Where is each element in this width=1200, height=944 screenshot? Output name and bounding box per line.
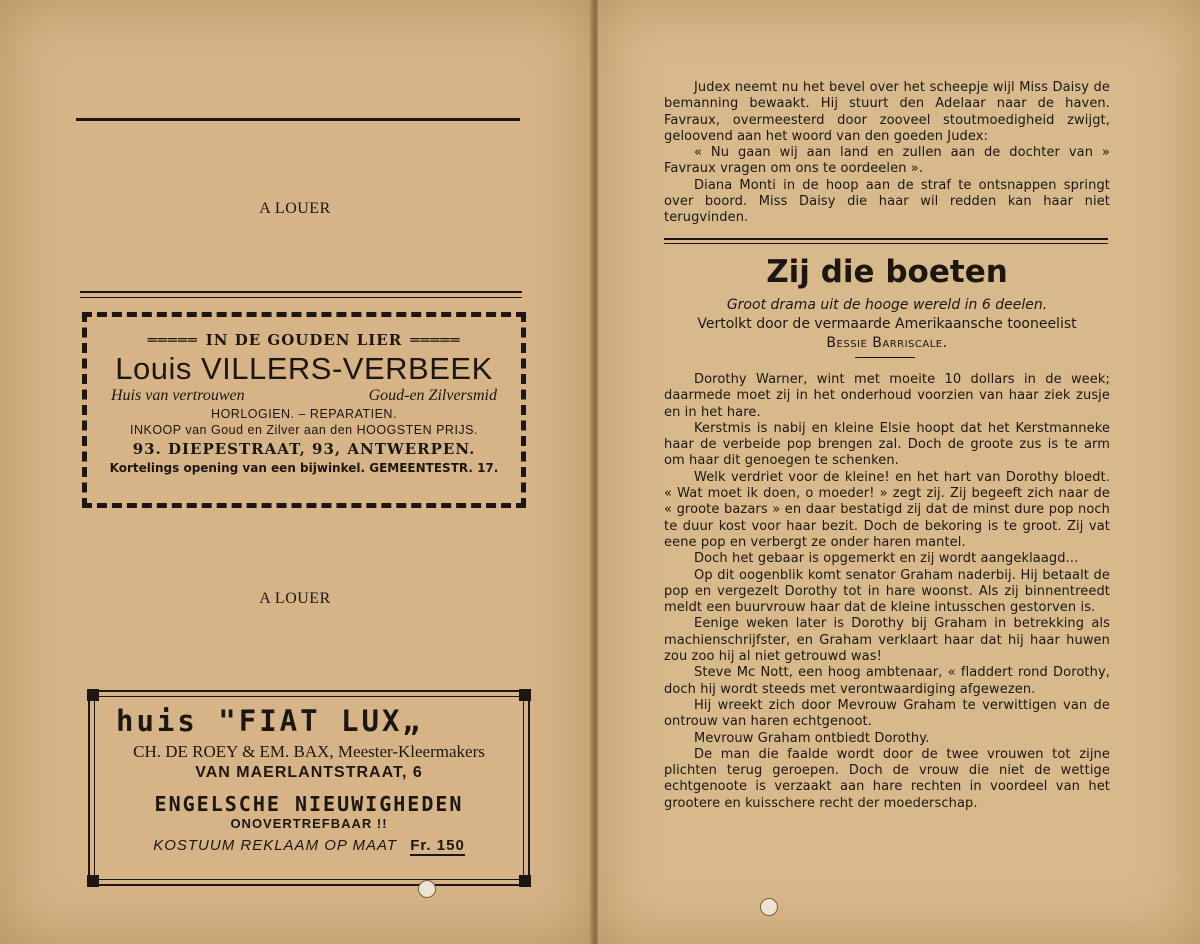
title-underline xyxy=(855,357,915,358)
tailor-costume: KOSTUUM REKLAAM OP MAAT xyxy=(153,837,398,854)
story-text xyxy=(664,372,1110,812)
story-paragraph: Dorothy Warner, wint met moeite 10 dollars in de week; daarmede moet zij in het onderhoud voorzien van haar ziek zusje en in het hare. xyxy=(664,372,1110,420)
jeweller-taglines xyxy=(101,387,507,405)
story-paragraph: De man die faalde wordt door de twee vrouwen tot zijne plichten terug geroepen. Doch de vrouw die niet de wettige echtgenoote is verzaakt aan hare rechten in voordeel van het grootere en kuisschere recht der moederschap. xyxy=(664,746,1110,811)
intro-paragraph: Diana Monti in de hoop aan de straf te ontsnappen springt over boord. Miss Daisy die haar wil redden kan haar niet terugvinden. xyxy=(664,177,1110,226)
top-rule xyxy=(76,118,520,121)
story-paragraph: Hij wreekt zich door Mevrouw Graham te verwittigen van de ontrouw van haren echtgenoot. xyxy=(664,697,1110,730)
left-page xyxy=(0,0,592,944)
subtitle-credit: Vertolkt door de vermaarde Amerikaansche tooneelist xyxy=(697,316,1077,332)
tailor-shop-name: huis "FIAT LUX„ xyxy=(116,704,423,738)
binding-hole xyxy=(418,880,436,898)
corner-ornament xyxy=(87,689,99,701)
story-title: Zij die boeten xyxy=(766,254,1008,290)
jeweller-left-tagline: Huis van vertrouwen xyxy=(111,387,245,404)
section-rule xyxy=(664,238,1108,240)
story-paragraph: Mevrouw Graham ontbiedt Dorothy. xyxy=(694,730,930,746)
jeweller-purchase: INKOOP van Goud en Zilver aan den HOOGSTEN PRIJS. xyxy=(129,423,478,437)
subtitle-genre: Groot drama uit de hooge wereld in 6 deelen. xyxy=(726,297,1048,313)
tailor-unmatched: ONOVERTREFBAAR !! xyxy=(230,816,388,831)
story-paragraph: Welk verdriet voor de kleine! en het hart van Dorothy bloedt. « Wat moet ik doen, o moeder! » zegt zij. Zij begeeft zich naar de « groote bazars » en daar bestatigd zij dat de minst dure pop noch te duur kost voor haar bezit. Doch de bekoring is te groot. Zij vat eene pop en verbergt ze onder haren mantel. xyxy=(664,469,1110,550)
ad-separator-rule-thin xyxy=(80,297,522,298)
tailor-street: VAN MAERLANTSTRAAT, 6 xyxy=(195,764,423,781)
story-paragraph: Eenige weken later is Dorothy bij Graham in betrekking als machienschrijfster, en Graham verklaart haar dat hij haar huwen zou zoo hij al niet getrouwd was! xyxy=(664,616,1110,665)
section-rule-thin xyxy=(664,243,1108,244)
story-paragraph: Op dit oogenblik komt senator Graham naderbij. Hij betaalt de pop en vergezelt Dorothy tot in hare woonst. Als zij binnentreedt meldt een buurvrouw haar dat de kleine intusschen gestorven is. xyxy=(664,567,1110,616)
subtitle-actress: Bessie Barriscale. xyxy=(826,335,948,351)
tailor-costume-line xyxy=(106,837,512,854)
vacancy-label-bottom: A LOUER xyxy=(259,590,331,607)
story-subtitle xyxy=(664,296,1110,353)
binding-hole xyxy=(760,898,778,916)
corner-ornament xyxy=(87,875,99,887)
jeweller-address: 93. DIEPESTRAAT, 93, ANTWERPEN. xyxy=(132,440,476,458)
ad-separator-rule xyxy=(80,291,522,293)
story-paragraph: Doch het gebaar is opgemerkt en zij wordt aangeklaagd... xyxy=(694,551,1079,567)
corner-ornament xyxy=(519,689,531,701)
intro-paragraph: Judex neemt nu het bevel over het scheepje wijl Miss Daisy de bemanning bewaakt. Hij stuurt den Adelaar naar de haven. Favraux, overmeesterd door zooveel stoutmoedigheid zwijgt, geloovend aan het woord van den goeden Judex: xyxy=(664,80,1110,144)
tailor-price: Fr. 150 xyxy=(410,837,465,854)
jeweller-right-tagline: Goud-en Zilversmid xyxy=(368,387,497,404)
vacancy-label-top: A LOUER xyxy=(259,200,331,217)
tailor-news: ENGELSCHE NIEUWIGHEDEN xyxy=(154,792,464,816)
tailor-advertisement xyxy=(88,690,530,886)
intro-text xyxy=(664,80,1110,227)
tailor-owners: CH. DE ROEY & EM. BAX, Meester-Kleermakers xyxy=(133,742,485,761)
jeweller-name: Louis VILLERS-VERBEEK xyxy=(115,351,493,386)
story-paragraph: Steve Mc Nott, een hoog ambtenaar, « fladdert rond Dorothy, doch hij wordt steeds met verontwaardiging afgewezen. xyxy=(664,665,1110,697)
intro-paragraph: « Nu gaan wij aan land en zullen aan de dochter van » Favraux vragen om ons te oordeelen ». xyxy=(664,145,1110,177)
jeweller-opening: Kortelings opening van een bijwinkel. GEMEENTESTR. 17. xyxy=(109,461,499,475)
jeweller-services: HORLOGIEN. – REPARATIEN. xyxy=(211,407,397,421)
corner-ornament xyxy=(519,875,531,887)
jeweller-advertisement xyxy=(82,312,526,508)
jeweller-header: ═════ IN DE GOUDEN LIER ═════ xyxy=(101,331,507,349)
story-paragraph: Kerstmis is nabij en kleine Elsie hoopt dat het Kerstmanneke haar de verbeide pop brengen zal. Doch de groote zus is te arm om haar dit genoegen te schenken. xyxy=(664,420,1110,469)
